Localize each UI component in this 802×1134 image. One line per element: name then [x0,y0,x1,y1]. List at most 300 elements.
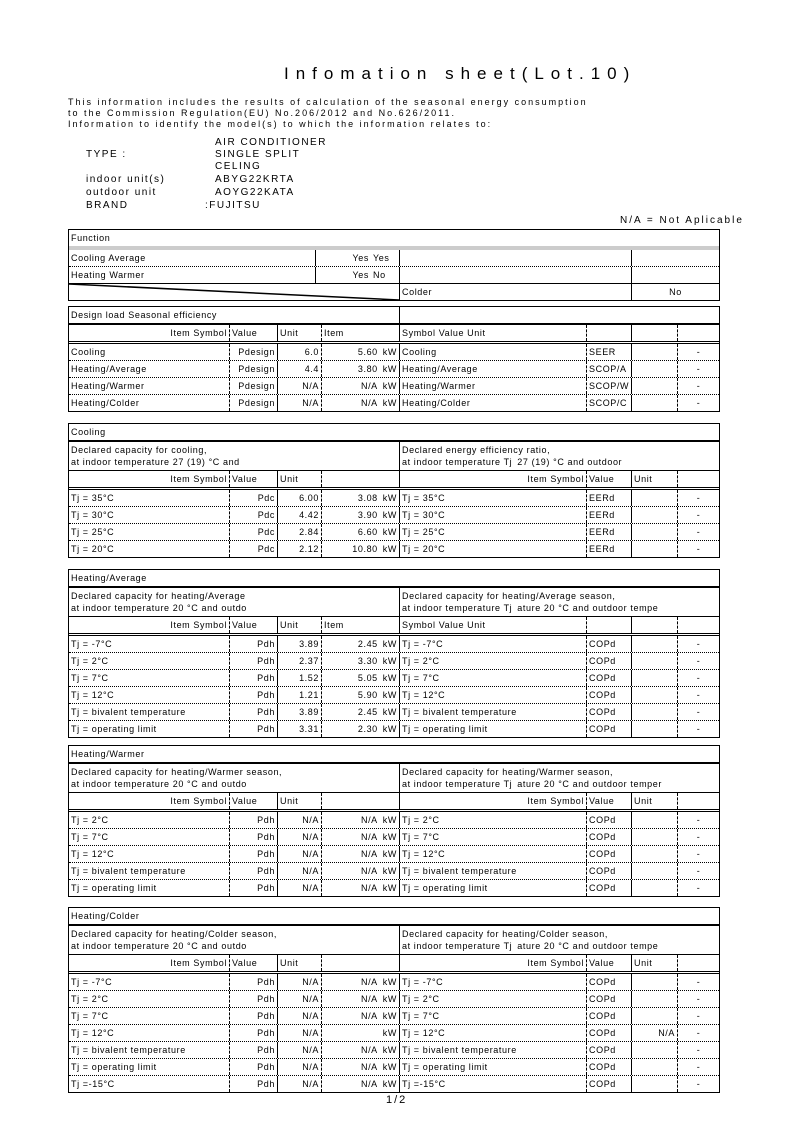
unit-cell [321,1059,399,1075]
right-unit-cell [677,395,719,411]
column-header: Item Symbol [170,620,227,630]
symbol-cell [229,829,277,845]
right-item-cell-text: Tj =-15°C [402,1079,446,1089]
item-cell [69,687,229,703]
item-cell-text: Tj = 7°C [71,832,109,842]
right-symbol-cell-text: COPd [589,673,616,683]
symbol-cell-text: Pdh [257,673,275,683]
right-value-cell [631,507,677,523]
right-value-cell [631,1008,677,1024]
right-value-cell [631,541,677,557]
symbol-cell-text: Pdh [257,866,275,876]
right-unit-cell [677,541,719,557]
right-symbol-cell [586,991,631,1007]
symbol-cell-text: Pdh [257,883,275,893]
right-unit-cell [677,721,719,737]
right-unit-cell-text: - [696,690,701,700]
unit-cell [321,636,399,652]
unit-cell [321,974,399,990]
right-unit-cell-text: - [696,656,701,666]
symbol-cell-text: Pdh [257,724,275,734]
right-symbol-cell-text: EERd [589,527,615,537]
right-unit-cell-text: - [696,364,701,374]
right-symbol-cell-text: COPd [589,1045,616,1055]
unit-cell-text: N/A [360,977,378,987]
right-item-cell-text: Tj = operating limit [402,883,488,893]
column-header [677,325,719,341]
table-row [69,1059,719,1076]
symbol-cell-text: Pdh [257,849,275,859]
value-cell [277,670,321,686]
table-title: Heating/Colder [71,911,140,921]
right-value-cell [631,636,677,652]
value-cell [277,524,321,540]
value-cell [277,541,321,557]
function-value-overflow: No [373,270,386,280]
unit-cell [321,395,399,411]
table-row [69,524,719,541]
description-line: at indoor temperature 20 °C and outdo [71,941,247,951]
right-unit-cell-text: - [696,544,701,554]
right-item-cell [399,490,586,506]
symbol-cell [229,687,277,703]
item-cell [69,812,229,828]
unit-label: kW [382,866,397,876]
right-symbol-cell-text: SCOP/C [589,398,628,408]
spec-table [68,569,720,738]
description-line: Declared capacity for heating/Colder season, [402,929,608,939]
value-cell [277,704,321,720]
value-cell-text: 4.4 [304,364,319,374]
right-item-cell [399,1008,586,1024]
item-cell [69,541,229,557]
unit-cell [321,361,399,377]
table-row [69,863,719,880]
spec-table [68,745,720,897]
right-item-cell [399,1025,586,1041]
right-unit-cell [677,1008,719,1024]
column-header: Item Symbol [170,958,227,968]
unit-label: kW [382,1062,397,1072]
table-title: Heating/Average [71,573,147,583]
unit-label: kW [382,1011,397,1021]
value-cell [277,863,321,879]
right-symbol-cell-text: COPd [589,815,616,825]
item-cell [69,846,229,862]
intro-line: to the Commission Regulation(EU) No.206/2012 and No.626/2011. [68,108,456,118]
na-note: N/A = Not Aplicable [620,215,744,226]
unit-cell [321,863,399,879]
item-cell-text: Tj = bivalent temperature [71,866,186,876]
symbol-cell-text: Pdesign [238,381,275,391]
value-cell-text: N/A [302,1045,319,1055]
value-cell [277,880,321,896]
right-item-cell [399,636,586,652]
unit-cell-text: N/A [360,1045,378,1055]
right-symbol-cell [586,812,631,828]
right-item-cell [399,1059,586,1075]
item-cell-text: Tj =-15°C [71,1079,115,1089]
right-item-cell [399,974,586,990]
unit-cell [321,1042,399,1058]
right-symbol-cell-text: COPd [589,690,616,700]
unit-cell [321,670,399,686]
table-row [69,378,719,395]
value-cell [277,829,321,845]
value-cell [277,507,321,523]
value-cell [277,653,321,669]
right-item-cell-text: Tj = operating limit [402,724,488,734]
column-header [677,955,719,971]
table-title: Design load Seasonal efficiency [71,310,218,320]
type-value: AIR CONDITIONER [215,137,327,148]
item-cell [69,863,229,879]
right-value-cell [631,490,677,506]
value-cell-text: 4.42 [299,510,319,520]
value-cell-text: 1.21 [299,690,319,700]
table-row [69,704,719,721]
unit-cell [321,687,399,703]
symbol-cell [229,1008,277,1024]
right-symbol-cell [586,704,631,720]
table-row [69,636,719,653]
symbol-cell-text: Pdh [257,1062,275,1072]
right-unit-cell-text: - [696,883,701,893]
description-line: at indoor temperature 20 °C and outdo [71,603,247,613]
table-row [69,344,719,361]
description-part: at indoor temperature Tj [402,457,513,467]
right-unit-cell [677,880,719,896]
right-item-cell-text: Heating/Average [402,364,478,374]
column-header: Value [586,471,631,487]
right-unit-cell [677,524,719,540]
right-item-cell [399,1076,586,1092]
value-cell-text: 3.31 [299,724,319,734]
right-item-cell [399,395,586,411]
value-cell-text: N/A [302,398,319,408]
function-title: Function [71,233,111,243]
right-item-cell-text: Tj = bivalent temperature [402,1045,517,1055]
unit-cell [321,541,399,557]
right-value-cell [631,653,677,669]
description-left [69,442,399,470]
right-value-cell [631,344,677,360]
unit-cell [321,846,399,862]
symbol-cell [229,863,277,879]
right-unit-cell-text: - [696,1079,701,1089]
description-right [399,926,721,954]
outdoor-unit-label: outdoor unit [86,187,157,198]
item-cell [69,636,229,652]
right-symbol-cell-text: COPd [589,849,616,859]
unit-label: kW [382,977,397,987]
column-header [586,325,631,341]
column-header: Symbol Value Unit [399,325,586,341]
unit-label: kW [382,639,397,649]
right-symbol-cell-text: COPd [589,639,616,649]
item-cell [69,524,229,540]
unit-cell-text: 5.60 [357,347,378,357]
right-unit-cell-text: - [696,849,701,859]
function-value-overflow: Yes [373,253,390,263]
unit-cell [321,1076,399,1092]
table-title: Cooling [71,427,106,437]
column-header [677,471,719,487]
right-item-cell-text: Tj = 2°C [402,815,440,825]
item-cell-text: Tj = 20°C [71,544,115,554]
unit-cell-text: N/A [360,994,378,1004]
description-left [69,588,399,616]
right-item-cell-text: Tj = 7°C [402,1011,440,1021]
right-symbol-cell-text: COPd [589,1028,616,1038]
value-cell-text: N/A [302,815,319,825]
description-left [69,764,399,792]
unit-label: kW [382,364,397,374]
column-header [677,793,719,809]
description-row [69,764,719,793]
right-item-cell [399,829,586,845]
unit-label: kW [382,527,397,537]
description-line: Declared capacity for heating/Warmer season, [71,767,283,777]
colder-label: Colder [399,284,631,300]
unit-label: kW [382,849,397,859]
right-value-cell [631,846,677,862]
right-value-cell-text: N/A [658,1028,675,1038]
item-cell-text: Tj = 30°C [71,510,115,520]
column-header: Item [321,325,399,341]
value-cell [277,1025,321,1041]
table-row [69,721,719,737]
right-unit-cell [677,974,719,990]
item-cell [69,974,229,990]
symbol-cell-text: Pdc [257,544,275,554]
right-item-cell [399,863,586,879]
description-part: ature 20 °C and outdoor temper [517,779,662,789]
right-unit-cell [677,507,719,523]
right-symbol-cell [586,378,631,394]
brand-value: :FUJITSU [205,200,261,211]
right-unit-cell-text: - [696,398,701,408]
column-header: Unit [277,955,321,971]
description-row [69,926,719,955]
table-row [69,361,719,378]
description-right [399,442,721,470]
right-symbol-cell [586,1059,631,1075]
unit-cell-text: 6.60 [357,527,378,537]
symbol-cell [229,1025,277,1041]
right-value-cell [631,974,677,990]
symbol-cell [229,507,277,523]
symbol-cell [229,670,277,686]
value-cell [277,378,321,394]
right-item-cell [399,378,586,394]
right-unit-cell [677,344,719,360]
description-line: Declared capacity for heating/Colder season, [71,929,277,939]
symbol-cell [229,812,277,828]
right-item-cell [399,507,586,523]
value-cell-text: 2.84 [299,527,319,537]
value-cell-text: N/A [302,1062,319,1072]
table-title-right [399,307,721,323]
symbol-cell-text: Pdh [257,832,275,842]
right-value-cell [631,1042,677,1058]
symbol-cell-text: Pdh [257,656,275,666]
right-value-cell [631,863,677,879]
description-line: Declared capacity for cooling, [71,445,208,455]
table-row [69,653,719,670]
right-value-cell [631,1076,677,1092]
right-item-cell [399,344,586,360]
right-item-cell-text: Heating/Warmer [402,381,476,391]
item-cell [69,378,229,394]
unit-cell [321,1025,399,1041]
unit-label: kW [382,832,397,842]
unit-label: kW [382,544,397,554]
item-cell-text: Tj = -7°C [71,639,113,649]
symbol-cell-text: Pdh [257,994,275,1004]
value-cell-text: N/A [302,832,319,842]
right-value-cell [631,829,677,845]
right-unit-cell-text: - [696,724,701,734]
right-unit-cell [677,812,719,828]
unit-cell-text: N/A [360,1079,378,1089]
header-row [69,793,719,812]
description-line [402,602,719,614]
symbol-cell [229,846,277,862]
right-item-cell-text: Tj = 20°C [402,544,446,554]
right-unit-cell [677,1042,719,1058]
value-cell-text: 6.00 [299,493,319,503]
symbol-cell [229,378,277,394]
unit-label: kW [382,510,397,520]
symbol-cell-text: Pdc [257,527,275,537]
column-header: Value [229,617,277,633]
header-row [69,955,719,974]
right-unit-cell-text: - [696,707,701,717]
symbol-cell-text: Pdh [257,1011,275,1021]
unit-cell-text: N/A [360,381,378,391]
item-cell [69,1059,229,1075]
description-right [399,588,721,616]
column-header: Item Symbol [399,955,586,971]
function-empty-cell [399,267,631,283]
value-cell-text: 2.37 [299,656,319,666]
unit-label: kW [382,690,397,700]
unit-label: kW [382,381,397,391]
item-cell [69,704,229,720]
item-cell [69,507,229,523]
table-title-row [69,570,719,588]
header-row [69,617,719,636]
right-symbol-cell [586,846,631,862]
right-item-cell [399,704,586,720]
header-row [69,471,719,490]
right-value-cell [631,880,677,896]
column-header [321,793,399,809]
right-item-cell-text: Tj = 7°C [402,673,440,683]
right-value-cell [631,670,677,686]
column-header: Item [321,617,399,633]
right-value-cell [631,1059,677,1075]
unit-cell-text: 3.90 [357,510,378,520]
right-unit-cell [677,490,719,506]
unit-cell [321,991,399,1007]
item-cell-text: Tj = 12°C [71,849,115,859]
unit-cell [321,507,399,523]
unit-cell-text: N/A [360,398,378,408]
table-title-row [69,908,719,926]
column-header: Value [586,793,631,809]
table-row [69,541,719,557]
right-symbol-cell-text: COPd [589,883,616,893]
item-cell-text: Tj = operating limit [71,883,157,893]
symbol-cell [229,344,277,360]
symbol-cell [229,1042,277,1058]
right-unit-cell [677,829,719,845]
right-unit-cell [677,991,719,1007]
right-item-cell [399,361,586,377]
unit-cell-text: N/A [360,849,378,859]
unit-cell [321,378,399,394]
item-cell [69,829,229,845]
unit-label: kW [382,1079,397,1089]
unit-cell [321,812,399,828]
item-cell [69,344,229,360]
function-table [68,229,720,301]
unit-label: kW [382,883,397,893]
right-item-cell [399,541,586,557]
right-unit-cell [677,687,719,703]
value-cell [277,395,321,411]
description-line: Declared capacity for heating/Average [71,591,246,601]
table-row [69,395,719,411]
right-value-cell [631,687,677,703]
right-item-cell-text: Tj = 12°C [402,849,446,859]
right-value-cell [631,378,677,394]
table-title: Heating/Warmer [71,749,145,759]
value-cell [277,721,321,737]
table-row [69,829,719,846]
symbol-cell-text: Pdc [257,510,275,520]
indoor-unit-label: indoor unit(s) [86,174,166,185]
function-label: Cooling Average [71,253,146,263]
right-item-cell [399,524,586,540]
symbol-cell-text: Pdesign [238,364,275,374]
right-symbol-cell-text: COPd [589,832,616,842]
symbol-cell [229,1059,277,1075]
unit-label: kW [382,673,397,683]
value-cell [277,991,321,1007]
description-row [69,588,719,617]
right-symbol-cell [586,636,631,652]
function-row [69,267,719,284]
column-header: Value [229,471,277,487]
right-symbol-cell [586,1076,631,1092]
right-item-cell-text: Cooling [402,347,437,357]
item-cell [69,880,229,896]
table-row [69,1076,719,1092]
value-cell-text: 3.89 [299,639,319,649]
right-item-cell-text: Tj = 2°C [402,994,440,1004]
right-value-cell [631,721,677,737]
unit-cell [321,344,399,360]
symbol-cell [229,721,277,737]
symbol-cell-text: Pdesign [238,398,275,408]
unit-cell-text: N/A [360,832,378,842]
right-unit-cell-text: - [696,510,701,520]
right-symbol-cell [586,507,631,523]
right-symbol-cell [586,974,631,990]
